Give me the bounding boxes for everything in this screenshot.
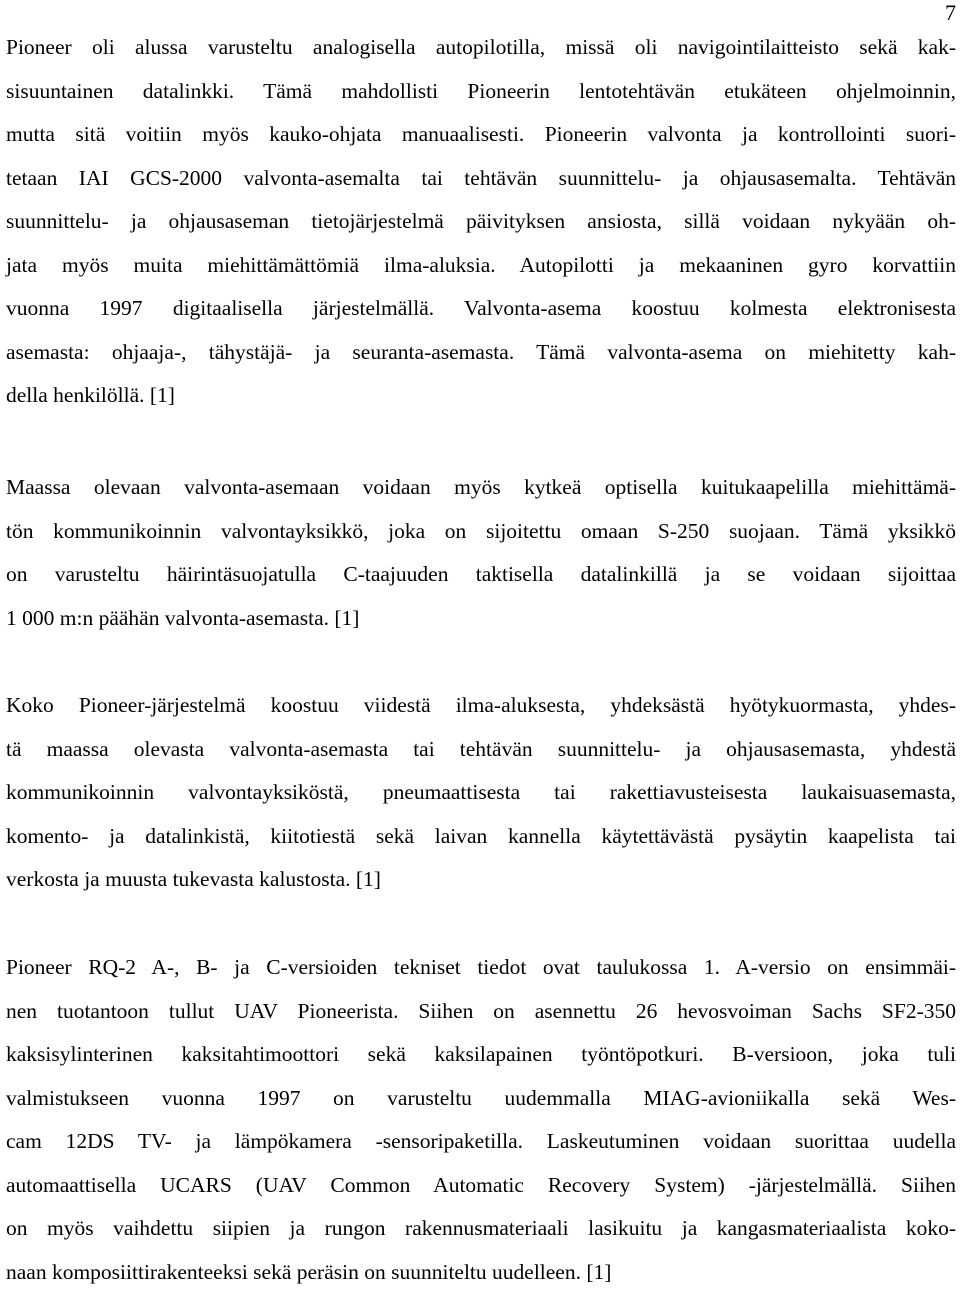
text-line: tetaan IAI GCS-2000 valvonta-asemalta tai tehtävän suunnittelu- ja ohjausasemalta. Tehtävän bbox=[6, 157, 956, 201]
paragraph-autopilot-and-ground-station bbox=[6, 26, 956, 418]
text-line: suunnittelu- ja ohjausaseman tietojärjestelmä päivityksen ansiosta, sillä voidaan nykyään oh- bbox=[6, 200, 956, 244]
text-line: automaattisella UCARS (UAV Common Automatic Recovery System) -järjestelmällä. Siihen bbox=[6, 1164, 956, 1208]
text-line: on myös vaihdettu siipien ja rungon rakennusmateriaali lasikuitu ja kangasmateriaalista koko- bbox=[6, 1207, 956, 1251]
text-line: cam 12DS TV- ja lämpökamera -sensoripaketilla. Laskeutuminen voidaan suorittaa uudella bbox=[6, 1120, 956, 1164]
paragraph-communication-unit bbox=[6, 466, 956, 640]
text-line: nen tuotantoon tullut UAV Pioneerista. Siihen on asennettu 26 hevosvoiman Sachs SF2-350 bbox=[6, 990, 956, 1034]
text-line: della henkilöllä. [1] bbox=[6, 374, 956, 418]
text-line: mutta sitä voitiin myös kauko-ohjata manuaalisesti. Pioneerin valvonta ja kontrollointi suori- bbox=[6, 113, 956, 157]
text-line: kommunikoinnin valvontayksiköstä, pneumaattisesta tai rakettiavusteisesta laukaisuasemasta, bbox=[6, 771, 956, 815]
text-line: on varusteltu häirintäsuojatulla C-taajuuden taktisella datalinkillä ja se voidaan sijoittaa bbox=[6, 553, 956, 597]
text-line: kaksisylinterinen kaksitahtimoottori sekä kaksilapainen työntöpotkuri. B-versioon, joka tuli bbox=[6, 1033, 956, 1077]
text-line: 1 000 m:n päähän valvonta-asemasta. [1] bbox=[6, 597, 956, 641]
text-line: asemasta: ohjaaja-, tähystäjä- ja seuranta-asemasta. Tämä valvonta-asema on miehitetty kah- bbox=[6, 331, 956, 375]
text-line: jata myös muita miehittämättömiä ilma-aluksia. Autopilotti ja mekaaninen gyro korvattiin bbox=[6, 244, 956, 288]
text-line: verkosta ja muusta tukevasta kalustosta. [1] bbox=[6, 858, 956, 902]
text-line: Pioneer RQ-2 A-, B- ja C-versioiden tekniset tiedot ovat taulukossa 1. A-versio on ensimmäi- bbox=[6, 946, 956, 990]
text-line: Maassa olevaan valvonta-asemaan voidaan myös kytkeä optisella kuitukaapelilla miehittämä- bbox=[6, 466, 956, 510]
text-line: naan komposiittirakenteeksi sekä peräsin on suunniteltu uudelleen. [1] bbox=[6, 1251, 956, 1294]
text-line: komento- ja datalinkistä, kiitotiestä sekä laivan kannella käytettävästä pysäytin kaapelista tai bbox=[6, 815, 956, 859]
text-line: tön kommunikoinnin valvontayksikkö, joka on sijoitettu omaan S-250 suojaan. Tämä yksikkö bbox=[6, 510, 956, 554]
text-line: Koko Pioneer-järjestelmä koostuu viidestä ilma-aluksesta, yhdeksästä hyötykuormasta, yhdes- bbox=[6, 684, 956, 728]
paragraph-versions bbox=[6, 946, 956, 1294]
text-line: vuonna 1997 digitaalisella järjestelmällä. Valvonta-asema koostuu kolmesta elektronisesta bbox=[6, 287, 956, 331]
text-line: Pioneer oli alussa varusteltu analogisella autopilotilla, missä oli navigointilaitteisto sekä kak- bbox=[6, 26, 956, 70]
text-line: tä maassa olevasta valvonta-asemasta tai tehtävän suunnittelu- ja ohjausasemasta, yhdestä bbox=[6, 728, 956, 772]
text-line: sisuuntainen datalinkki. Tämä mahdollisti Pioneerin lentotehtävän etukäteen ohjelmoinnin, bbox=[6, 70, 956, 114]
paragraph-system-composition bbox=[6, 684, 956, 902]
text-line: valmistukseen vuonna 1997 on varusteltu uudemmalla MIAG-avioniikalla sekä Wes- bbox=[6, 1077, 956, 1121]
page-number: 7 bbox=[945, 2, 956, 24]
